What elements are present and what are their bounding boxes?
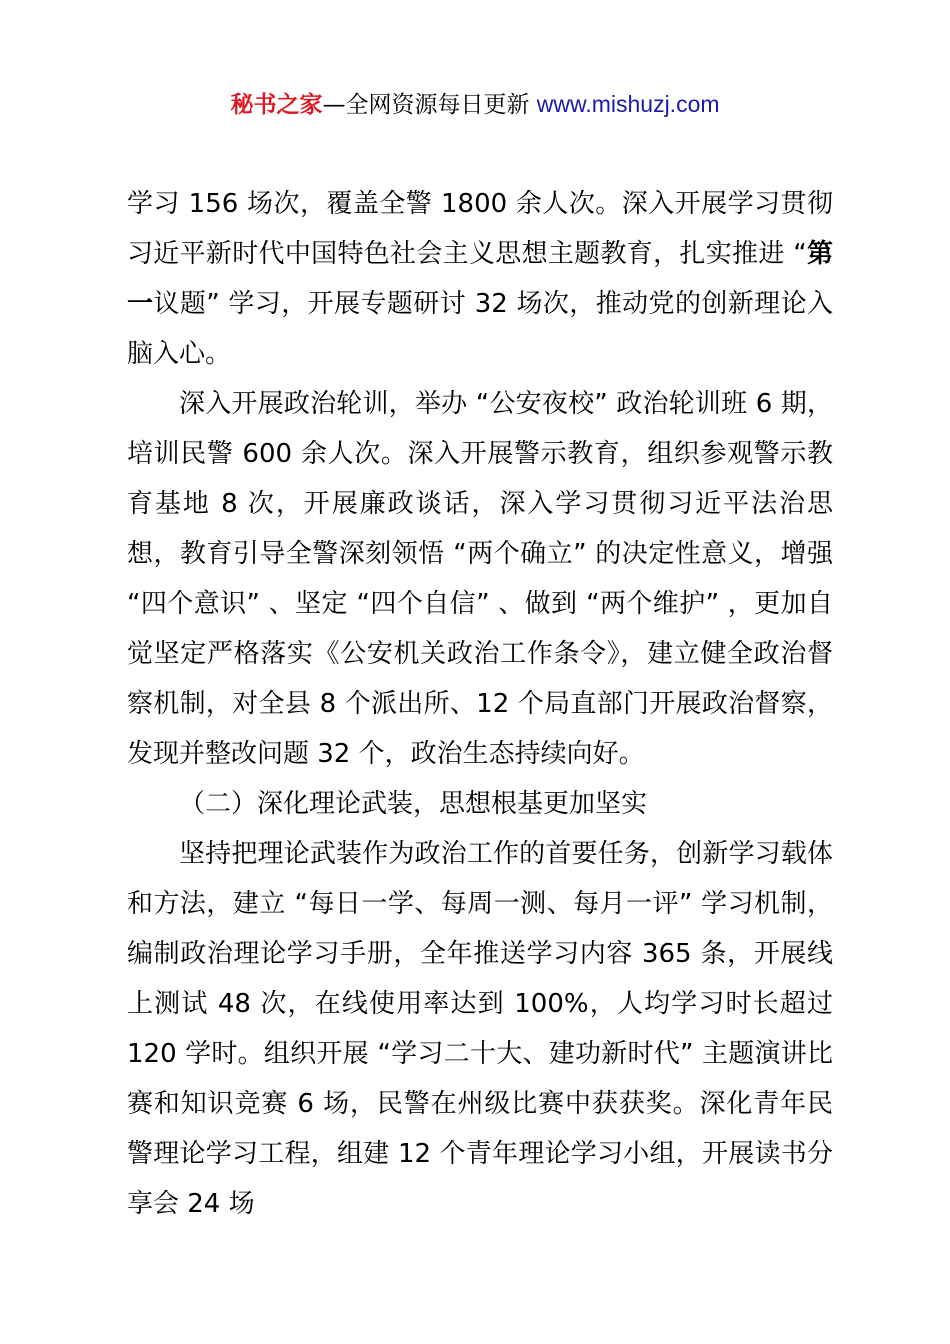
paragraph-1-text-a: 学习 156 场次，覆盖全警 1800 余人次。深入开展学习贯彻习近平新时代中国特色社会主义思想主题教育，扎实推进 “ <box>127 189 833 269</box>
paragraph-1-bold-text: 第一 <box>127 239 833 319</box>
site-header <box>0 86 950 123</box>
paragraph-2: 深入开展政治轮训，举办 “公安夜校” 政治轮训班 6 期，培训民警 600 余人次。深入开展警示教育，组织参观警示教育基地 8 次，开展廉政谈话，深入学习贯彻习近平法治思想，教育引导全警深刻领悟 “两个确立” 的决定性意义，增强 “四个意识” 、坚定 “四个自信” 、做到 “两个维护” ，更加自觉坚定严格落实《公安机关政治工作条令》，建立健全政治督察机制，对全县 8 个派出所、12 个局直部门开展政治督察，发现并整改问题 32 个，政治生态持续向好。 <box>127 389 833 769</box>
site-brand: 秘书之家 <box>230 92 323 118</box>
paragraph-1-text-b: 议题” 学习，开展专题研讨 32 场次，推动党的创新理论入脑入心。 <box>127 289 833 369</box>
paragraph-1 <box>127 179 833 379</box>
document-body <box>127 179 833 1229</box>
paragraph-3: 坚持把理论武装作为政治工作的首要任务，创新学习载体和方法，建立 “每日一学、每周一测、每月一评” 学习机制，编制政治理论学习手册，全年推送学习内容 365 条，开展线上测试 48 次，在线使用率达到 100%，人均学习时长超过 120 学时。组织开展 “学习二十大、建功新时代” 主题演讲比赛和知识竞赛 6 场，民警在州级比赛中获获奖。深化青年民警理论学习工程，组建 12 个青年理论学习小组，开展读书分享会 24 场 <box>127 839 833 1219</box>
site-url-link[interactable]: www.mishuzj.com <box>536 91 720 117</box>
section-heading-2: （二）深化理论武装，思想根基更加坚实 <box>179 789 648 819</box>
site-tagline: —全网资源每日更新 <box>322 92 537 118</box>
